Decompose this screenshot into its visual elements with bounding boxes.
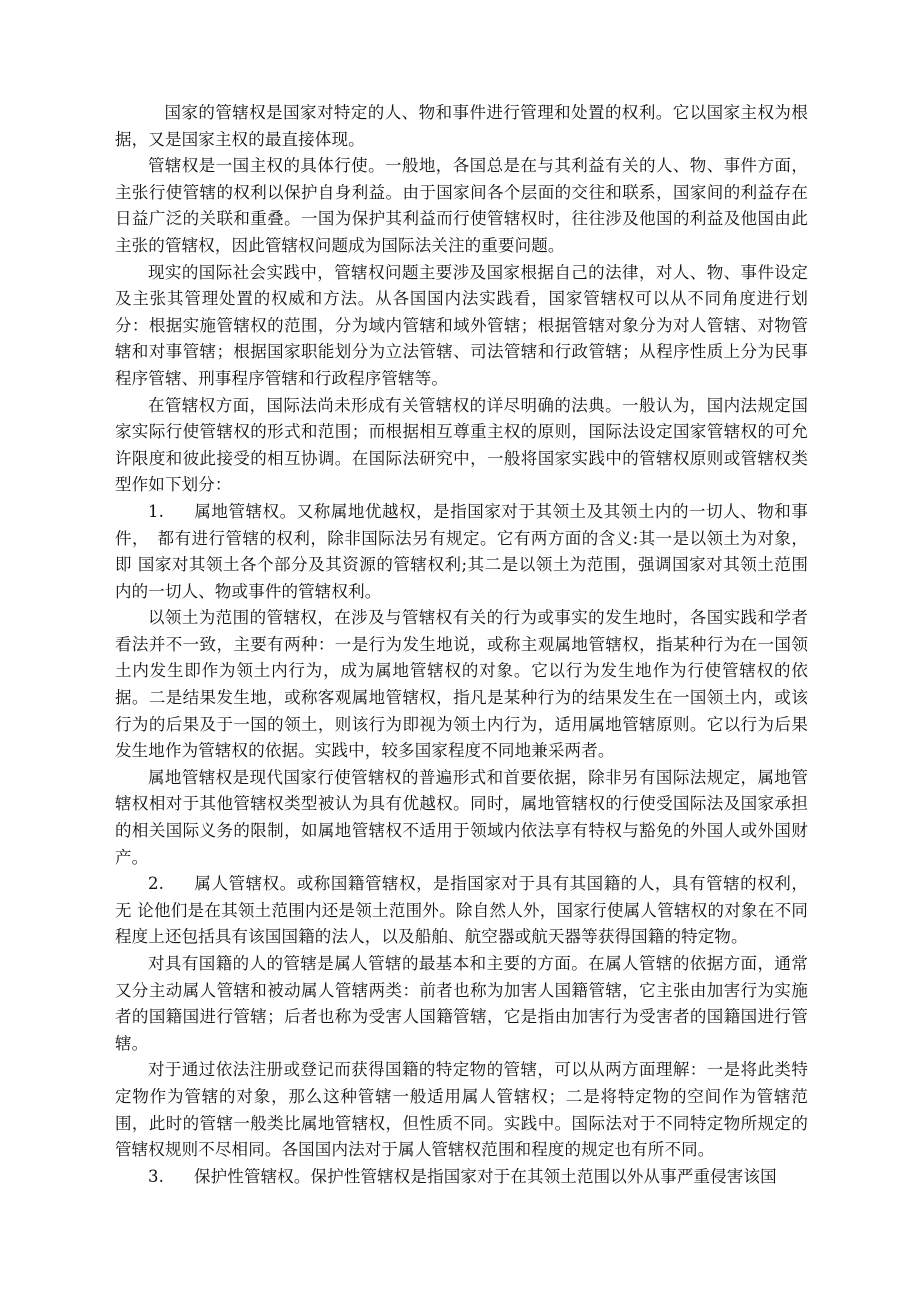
paragraph-international-law: 在管辖权方面，国际法尚未形成有关管辖权的详尽明确的法典。一般认为，国内法规定国家实际行使管辖权的形式和范围；而根据相互尊重主权的原则，国际法设定国家管辖权的可允许限度和彼此接受的相互协调。在国际法研究中，一般将国家实践中的管辖权原则或管辖权类型作如下划分： — [115, 395, 808, 495]
paragraph-nationality-objects: 对于通过依法注册或登记而获得国籍的特定物的管辖，可以从两方面理解：一是将此类特定物作为管辖的对象，那么这种管辖一般适用属人管辖权；二是将特定物的空间作为管辖范围，此时的管辖一般类比属地管辖权，但性质不同。实践中。国际法对于不同特定物所规定的管辖权规则不尽相同。各国国内法对于属人管辖权范围和程度的规定也有所不同。 — [115, 1060, 808, 1160]
paragraph-territorial-scope: 以领土为范围的管辖权，在涉及与管辖权有关的行为或事实的发生地时，各国实践和学者看法并不一致，主要有两种：一是行为发生地说，或称主观属地管辖权，指某种行为在一国领土内发生即作为领土内行为，成为属地管辖权的对象。它以行为发生地作为行使管辖权的依据。二是结果发生地，或称客观属地管辖权，指凡是某种行为的结果发生在一国领土内，或该行为的后果及于一国的领土，则该行为即视为领土内行为，适用属地管辖原则。它以行为后果发生地作为管辖权的依据。实践中，较多国家程度不同地兼采两者。 — [115, 608, 808, 761]
item-text: 属人管辖权。或称国籍管辖权，是指国家对于具有其国籍的人，具有管辖的权利，无 论他们是在其领土范围内还是领土范围外。除自然人外，国家行使属人管辖权的对象在不同 程度上还包括具有该国国籍的法人，以及船舶、航空器或航天器等获得国籍的特定物。 — [115, 874, 808, 947]
paragraph-nationality-persons: 对具有国籍的人的管辖是属人管辖的最基本和主要的方面。在属人管辖的依据方面，通常又分主动属人管辖和被动属人管辖两类：前者也称为加害人国籍管辖，它主张由加害行为实施者的国籍国进行管辖；后者也称为受害人国籍管辖，它是指由加害行为受害者的国籍国进行管辖。 — [115, 954, 808, 1053]
item-personal-jurisdiction — [115, 871, 808, 951]
document-page — [115, 100, 808, 1190]
paragraph-jurisdiction-exercise: 管辖权是一国主权的具体行使。一般地，各国总是在与其利益有关的人、物、事件方面，主张行使管辖的权利以保护自身利益。由于国家间各个层面的交往和联系，国家间的利益存在日益广泛的关联和重叠。一国为保护其利益而行使管辖权时，往往涉及他国的利益及他国由此主张的管辖权，因此管辖权问题成为国际法关注的重要问题。 — [115, 156, 808, 255]
item-number: 3. — [148, 1166, 165, 1186]
paragraph-intro: 国家的管辖权是国家对特定的人、物和事件进行管理和处置的权利。它以国家主权为根据，又是国家主权的最直接体现。 — [115, 103, 808, 149]
paragraph-territorial-priority: 属地管辖权是现代国家行使管辖权的普遍形式和首要依据，除非另有国际法规定，属地管辖权相对于其他管辖权类型被认为具有优越权。同时，属地管辖权的行使受国际法及国家承担的相关国际义务的限制，如属地管辖权不适用于领域内依法享有特权与豁免的外国人或外国财产。 — [115, 767, 808, 867]
item-territorial-jurisdiction — [115, 499, 808, 605]
item-protective-jurisdiction — [115, 1164, 808, 1191]
paragraph-jurisdiction-classification: 现实的国际社会实践中，管辖权问题主要涉及国家根据自己的法律，对人、物、事件设定及主张其管理处置的权威和方法。从各国国内法实践看，国家管辖权可以从不同角度进行划分：根据实施管辖权的范围，分为域内管辖和域外管辖；根据管辖对象分为对人管辖、对物管辖和对事管辖；根据国家职能划分为立法管辖、司法管辖和行政管辖；从程序性质上分为民事程序管辖、刑事程序管辖和行政程序管辖等。 — [115, 262, 808, 388]
item-number: 1. — [148, 501, 165, 521]
item-text: 属地管辖权。又称属地优越权，是指国家对于其领土及其领土内的一切人、物和事件， 都有进行管辖的权利，除非国际法另有规定。它有两方面的含义:其一是以领土为对象，即 国家对其领土各个部分及其资源的管辖权利;其二是以领土为范围，强调国家对其领土范围 内的一切人、物或事件的管辖权利。 — [115, 501, 808, 601]
item-number: 2. — [148, 874, 165, 894]
item-text: 保护性管辖权。保护性管辖权是指国家对于在其领土范围以外从事严重侵害该国 — [194, 1166, 777, 1186]
